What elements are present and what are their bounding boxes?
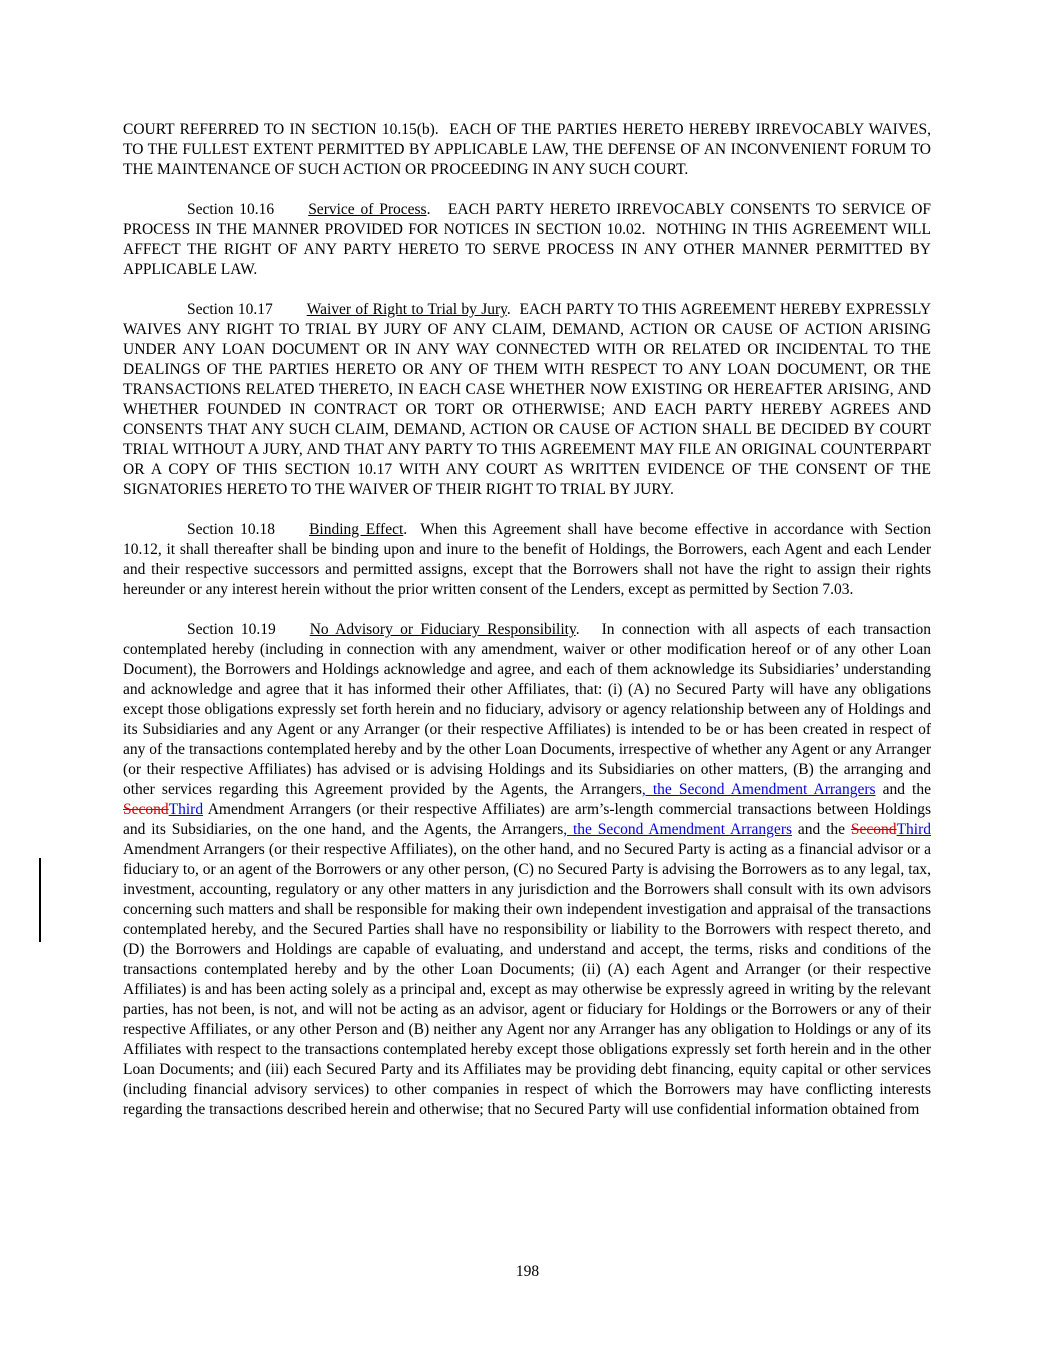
document-content [123, 120, 931, 1140]
deleted-text: Second [850, 821, 897, 838]
text-run: . [575, 621, 602, 638]
margin-change-bar [39, 858, 41, 942]
text-run: EACH PARTY TO THIS AGREEMENT HEREBY EXPRESSLY WAIVES ANY RIGHT TO TRIAL BY JURY OF ANY CLAIM, DEMAND, ACTION OR CAUSE OF ACTION ARISING UNDER ANY LOAN DOCUMENT OR IN ANY WAY CONNECTED WITH OR RELATED OR INCIDENTAL TO THE DEALINGS OF THE PARTIES HERETO OR ANY OF THEM WITH RESPECT TO ANY LOAN DOCUMENT, OR THE TRANSACTIONS RELATED THERETO, IN EACH CASE WHETHER NOW EXISTING OR HEREAFTER ARISING, AND WHETHER FOUNDED IN CONTRACT OR TORT OR OTHERWISE; AND EACH PARTY HEREBY AGREES AND CONSENTS THAT ANY SUCH CLAIM, DEMAND, ACTION OR CAUSE OF ACTION SHALL BE DECIDED BY COURT TRIAL WITHOUT A JURY, AND THAT ANY PARTY TO THIS AGREEMENT MAY FILE AN ORIGINAL COUNTERPART OR A COPY OF THIS SECTION 10.17 WITH ANY COURT AS WRITTEN EVIDENCE OF THE CONSENT OF THE SIGNATORIES HERETO TO THE WAIVER OF THEIR RIGHT TO TRIAL BY JURY. [123, 301, 932, 498]
para-section-10-18 [123, 520, 931, 600]
text-run: Section 10.18 [187, 521, 276, 538]
para-section-10-17 [123, 300, 931, 500]
section-title: Waiver of Right to Trial by Jury [306, 301, 507, 318]
text-run: EACH PARTY HERETO IRREVOCABLY CONSENTS TO SERVICE OF PROCESS IN THE MANNER PROVIDED FOR NOTICES IN SECTION 10.02. NOTHING IN THIS AGREEMENT WILL AFFECT THE RIGHT OF ANY PARTY HERETO TO SERVE PROCESS IN ANY OTHER MANNER PERMITTED BY APPLICABLE LAW. [123, 201, 932, 278]
text-run: In connection with all aspects of each transaction contemplated hereby (including in connection with any amendment, waiver or other modification hereof or of any other Loan Document), the Borrowers and Holdings acknowledge and agree, and each of them acknowledge its Subsidiaries’ understanding and acknowledge and agree that it has informed their other Affiliates, that: (i) (A) no Secured Party will have any obligations except those obligations expressly set forth herein and no fiduciary, advisory or agency relationship between any of Holdings and its Subsidiaries and any Agent or any Arranger (or their respective Affiliates) is intended to be or has been created in respect of any of the transactions contemplated hereby and by the other Loan Documents, irrespective of whether any Agent or any Arranger (or their respective Affiliates) has advised or is advising Holdings and its Subsidiaries on other matters, (B) the arranging and other services regarding this Agreement provided by the Agents, the Arrangers [123, 621, 932, 798]
text-run: and the [875, 781, 931, 798]
section-title: Binding Effect [309, 521, 404, 538]
page-number: 198 [515, 1263, 540, 1280]
section-title: Service of Process [308, 201, 427, 218]
text-run: . [506, 301, 520, 318]
para-section-10-16 [123, 200, 931, 280]
text-run: COURT REFERRED TO IN SECTION 10.15(b). EACH OF THE PARTIES HERETO HEREBY IRREVOCABLY WAIVES, TO THE FULLEST EXTENT PERMITTED BY APPLICABLE LAW, THE DEFENSE OF AN INCONVENIENT FORUM TO THE MAINTENANCE OF SUCH ACTION OR PROCEEDING IN ANY SUCH COURT. [123, 121, 931, 178]
inserted-text: , the Second Amendment Arrangers [563, 821, 793, 838]
text-run: Amendment Arrangers (or their respective Affiliates), on the other hand, and no Secured Party is acting as a financial advisor or a fiduciary to, or an agent of the Borrowers or any other person, (C) no Secured Party is advising the Borrowers as to any legal, tax, investment, accounting, regulatory or any other matters in any jurisdiction and the Borrowers shall consult with its own advisors concerning such matters and shall be responsible for making their own independent investigation and appraisal of the transactions contemplated hereby, and the Secured Parties shall have no responsibility or liability to the Borrowers with respect thereto, and (D) the Borrowers and Holdings are capable of evaluating, and understand and accept, the terms, risks and conditions of the transactions contemplated hereby and by the other Loan Documents; (ii) (A) each Agent and Arranger (or their respective Affiliates) is and has been acting solely as a principal and, except as may otherwise be expressly agreed in writing by the relevant parties, has not been, is not, and will not be acting as an advisor, agent or fiduciary for Holdings or the Borrowers or any of their respective Affiliates, or any other Person and (B) neither any Agent nor any Arranger has any obligation to Holdings or any of its Affiliates with respect to the transactions contemplated hereby except those obligations expressly set forth herein and in the other Loan Documents; and (iii) each Secured Party and its Affiliates may be providing debt financing, equity capital or other services (including financial advisory services) to other companies in respect of which the Borrowers may have conflicting interests regarding the transactions described herein and otherwise; that no Secured Party will use confidential information obtained from [123, 841, 931, 1118]
inserted-text: , the Second Amendment Arrangers [641, 781, 876, 798]
text-run: Section 10.19 [187, 621, 276, 638]
text-run: Section 10.17 [187, 301, 273, 318]
text-run: Section 10.16 [187, 201, 275, 218]
text-run: . [426, 201, 448, 218]
para-section-10-19 [123, 620, 931, 1120]
text-run: Amendment Arrangers (or their respective Affiliates) are arm’s-length commercial transactions between Holdings and its Subsidiaries, on the one hand, and the Agents, the Arrangers [123, 801, 931, 838]
text-run: and the [792, 821, 851, 838]
text-run: When this Agreement shall have become effective in accordance with Section 10.12, it shall thereafter shall be binding upon and inure to the benefit of Holdings, the Borrowers, each Agent and each Lender and their respective successors and permitted assigns, except that the Borrowers shall not have the right to assign their rights hereunder or any interest herein without the prior written consent of the Lenders, except as permitted by Section 7.03. [123, 521, 931, 598]
inserted-text: Third [168, 801, 204, 818]
deleted-text: Second [123, 801, 169, 818]
text-run: . [403, 521, 421, 538]
section-title: No Advisory or Fiduciary Responsibility [309, 621, 576, 638]
inserted-text: Third [896, 821, 931, 838]
para-court-continuation [123, 120, 931, 180]
